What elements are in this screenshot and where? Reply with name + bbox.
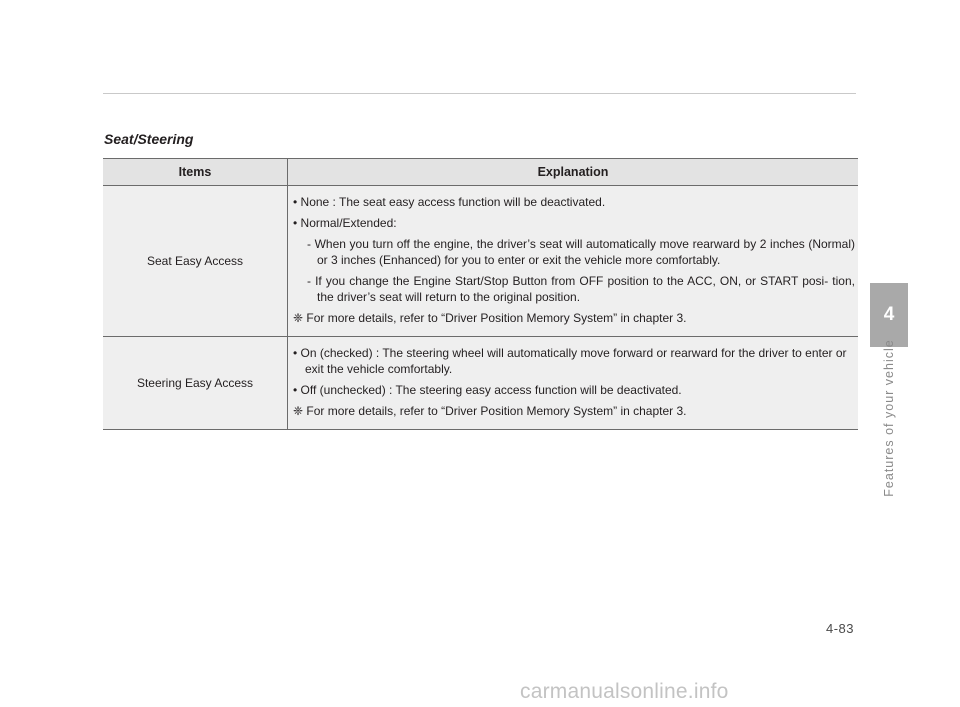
explanation-bullet: • Normal/Extended: [293, 216, 397, 230]
explanation-bullet: • On (checked) : The steering wheel will automatically move forward or rearward for the driver to enter or exit the vehicle comfortably. [293, 346, 847, 376]
settings-table [103, 158, 858, 430]
explanation-bullet: • Off (unchecked) : The steering easy access function will be deactivated. [293, 383, 682, 397]
item-steering-easy-access: Steering Easy Access [103, 337, 288, 430]
table-row-seat-easy-access [103, 186, 858, 337]
explanation-sub-item: - When you turn off the engine, the driver’s seat will automatically move rearward by 2 inches (Normal) or 3 inches (Enhanced) for you to enter or exit the vehicle more comfortably. [307, 237, 855, 267]
explanation-sub-item: - If you change the Engine Start/Stop Button from OFF position to the ACC, ON, or START posi- tion, the driver’s seat will return to the original position. [307, 274, 855, 304]
chapter-title-text: Features of your vehicle [882, 339, 896, 497]
explanation-bullet: • None : The seat easy access function will be deactivated. [293, 195, 606, 209]
header-rule [103, 93, 856, 94]
table-header-row [103, 159, 858, 186]
header-items: Items [103, 159, 288, 186]
chapter-tab: 4 [870, 283, 908, 347]
header-explanation: Explanation [288, 159, 859, 186]
explanation-note: ❈ For more details, refer to “Driver Position Memory System” in chapter 3. [293, 404, 687, 418]
section-title: Seat/Steering [104, 131, 194, 147]
watermark: carmanualsonline.info [520, 680, 729, 703]
table-row-steering-easy-access [103, 337, 858, 430]
explanation-steering-easy-access [288, 337, 859, 430]
explanation-seat-easy-access [288, 186, 859, 337]
page-number: 4-83 [826, 621, 855, 636]
explanation-note: ❈ For more details, refer to “Driver Position Memory System” in chapter 3. [293, 311, 687, 325]
item-seat-easy-access: Seat Easy Access [103, 186, 288, 337]
